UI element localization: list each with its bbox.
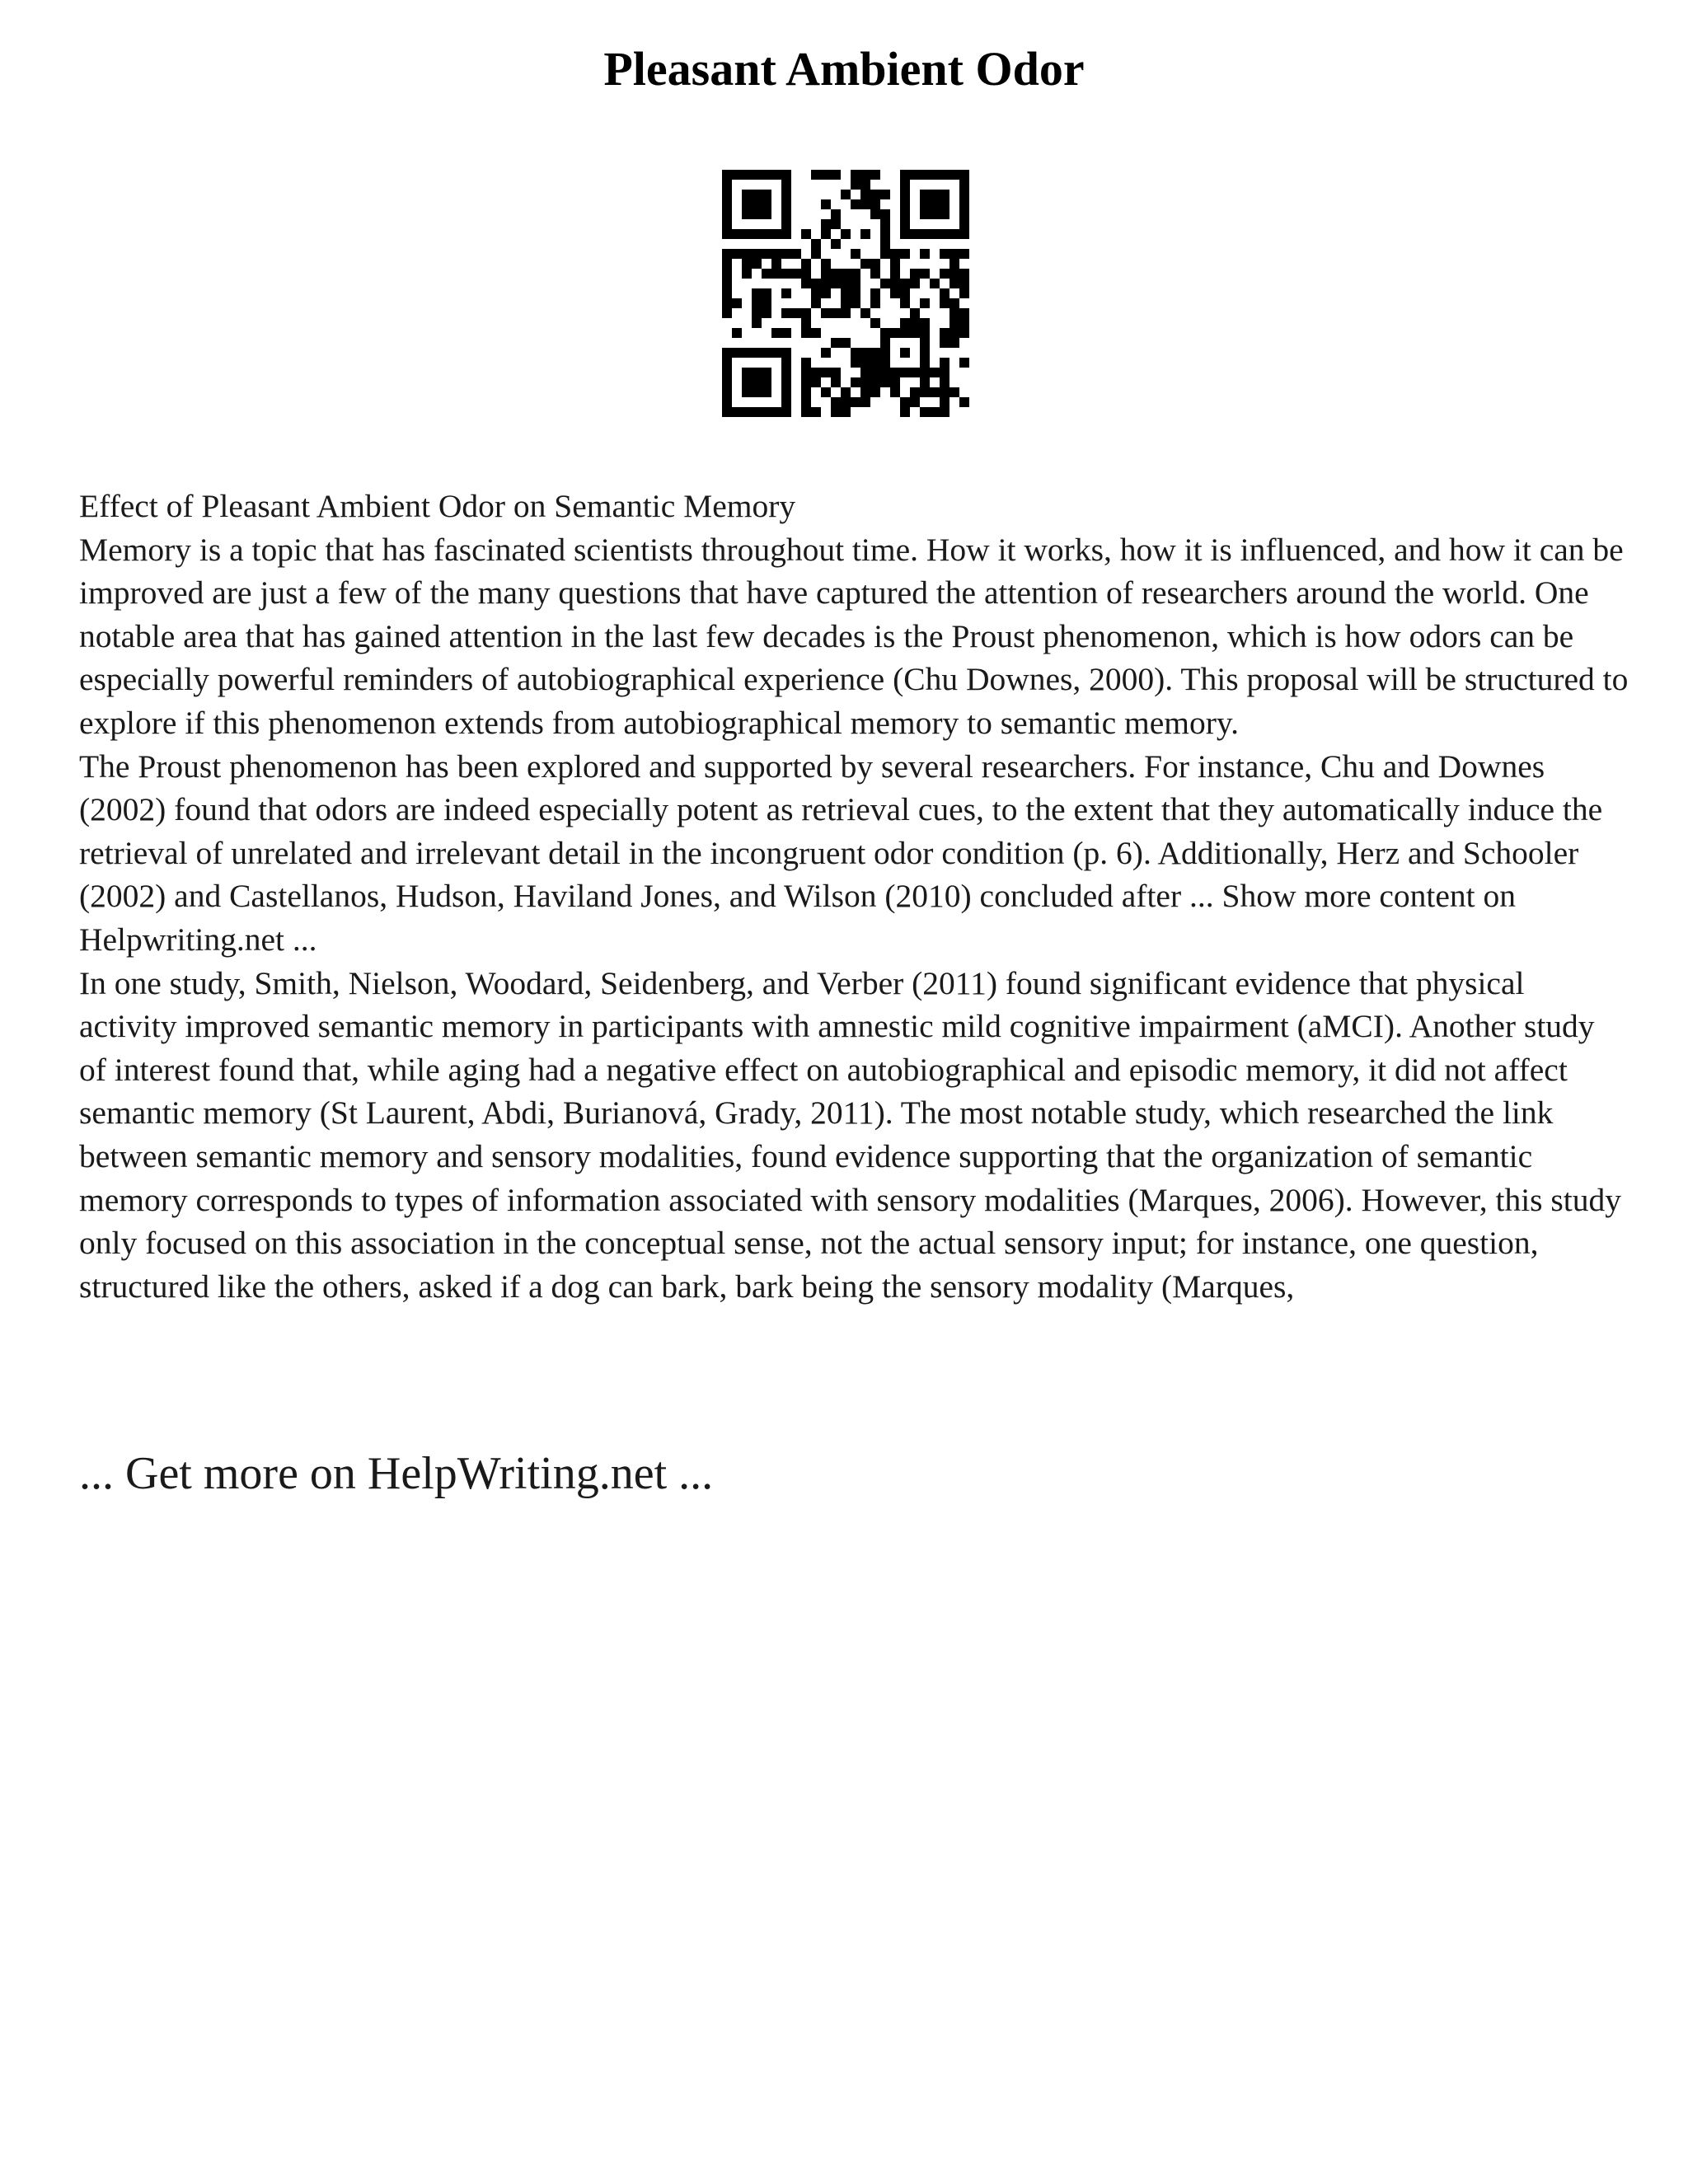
paragraph-1: Memory is a topic that has fascinated scientists throughout time. How it works, how it is influenced, and how it can be improved are just a few of the many questions that have captured the attention of researchers around the world. One notable area that has gained attention in the last few decades is the Proust phenomenon, which is how odors can be especially powerful reminders of autobiographical experience (Chu Downes, 2000). This proposal will be structured to explore if this phenomenon extends from autobiographical memory to semantic memory.: [79, 531, 1629, 741]
qr-code-icon: [722, 170, 969, 417]
page-title: Pleasant Ambient Odor: [603, 42, 1085, 96]
article-heading: Effect of Pleasant Ambient Odor on Semantic Memory: [79, 488, 796, 524]
paragraph-3: In one study, Smith, Nielson, Woodard, Seidenberg, and Verber (2011) found significant evidence that physical activity improved semantic memory in participants with amnestic mild cognitive impairment (aMCI). Another study of interest found that, while aging had a negative effect on autobiographical and episodic memory, it did not affect semantic memory (St Laurent, Abdi, Burianová, Grady, 2011). The most notable study, which researched the link between semantic memory and sensory modalities, found evidence supporting that the organization of semantic memory corresponds to types of information associated with sensory modalities (Marques, 2006). However, this study only focused on this association in the conceptual sense, not the actual sensory input; for instance, one question, structured like the others, asked if a dog can bark, bark being the sensory modality (Marques,: [79, 964, 1622, 1305]
article-body: [79, 485, 1629, 1308]
paragraph-2: The Proust phenomenon has been explored and supported by several researchers. For instance, Chu and Downes (2002) found that odors are indeed especially potent as retrieval cues, to the extent that they automatically induce the retrieval of unrelated and irrelevant detail in the incongruent odor condition (p. 6). Additionally, Herz and Schooler (2002) and Castellanos, Hudson, Haviland Jones, and Wilson (2010) concluded after ... Show more content on Helpwriting.net ...: [79, 748, 1603, 958]
get-more-link[interactable]: ... Get more on HelpWriting.net ...: [79, 1448, 714, 1499]
